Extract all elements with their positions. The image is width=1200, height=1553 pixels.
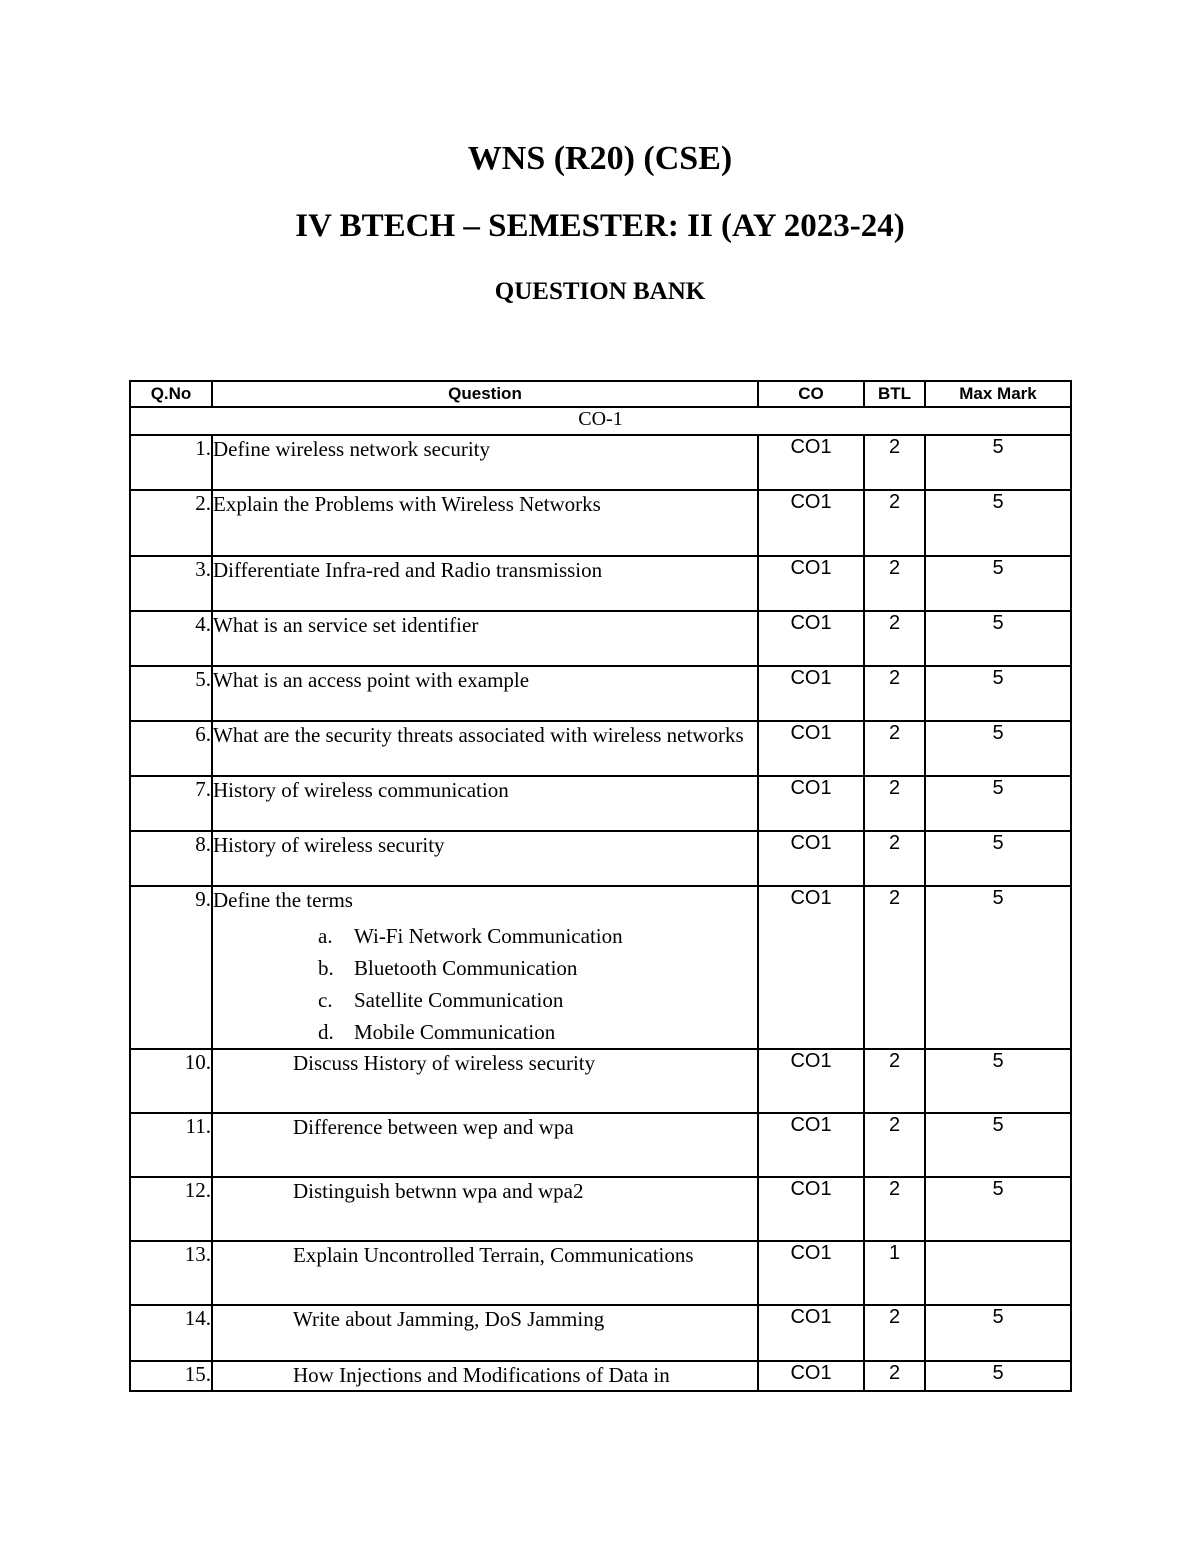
btl-value: 2 xyxy=(864,776,925,831)
header-question: Question xyxy=(212,381,758,407)
list-item: a. Wi-Fi Network Communication xyxy=(318,924,623,948)
table-row xyxy=(130,721,1071,776)
btl-value: 1 xyxy=(864,1241,925,1305)
btl-value: 2 xyxy=(864,490,925,556)
btl-value: 2 xyxy=(864,1177,925,1241)
max-mark-value: 5 xyxy=(925,611,1071,666)
question-text: Distinguish betwnn wpa and wpa2 xyxy=(212,1177,758,1241)
question-text: History of wireless communication xyxy=(212,776,758,831)
co-value: CO1 xyxy=(758,1305,864,1361)
max-mark-value: 5 xyxy=(925,721,1071,776)
question-number: 6. xyxy=(130,721,212,776)
btl-value: 2 xyxy=(864,1113,925,1177)
question-number: 8. xyxy=(130,831,212,886)
document-heading: QUESTION BANK xyxy=(494,278,706,305)
question-text: Discuss History of wireless security xyxy=(212,1049,758,1113)
btl-value: 2 xyxy=(864,611,925,666)
btl-value: 2 xyxy=(864,886,925,1049)
btl-value: 2 xyxy=(864,831,925,886)
table-row xyxy=(130,490,1071,556)
co-value: CO1 xyxy=(758,1361,864,1391)
co-value: CO1 xyxy=(758,556,864,611)
question-text: Define wireless network security xyxy=(212,435,758,490)
max-mark-value: 5 xyxy=(925,776,1071,831)
question-text: Explain Uncontrolled Terrain, Communications xyxy=(212,1241,758,1305)
co-value: CO1 xyxy=(758,666,864,721)
btl-value: 2 xyxy=(864,721,925,776)
max-mark-value: 5 xyxy=(925,1113,1071,1177)
table-row xyxy=(130,556,1071,611)
question-bank-table xyxy=(129,380,1072,1392)
table-row xyxy=(130,1361,1071,1391)
table-row xyxy=(130,666,1071,721)
btl-value: 2 xyxy=(864,1049,925,1113)
btl-value: 2 xyxy=(864,1305,925,1361)
section-row xyxy=(130,407,1071,435)
table-row xyxy=(130,1305,1071,1361)
max-mark-value: 5 xyxy=(925,886,1071,1049)
max-mark-value: 5 xyxy=(925,666,1071,721)
question-number: 11. xyxy=(130,1113,212,1177)
question-text: What is an access point with example xyxy=(212,666,758,721)
document-title: WNS (R20) (CSE) xyxy=(467,140,733,177)
question-text: History of wireless security xyxy=(212,831,758,886)
question-number: 5. xyxy=(130,666,212,721)
table-row xyxy=(130,886,1071,1049)
btl-value: 2 xyxy=(864,1361,925,1391)
table-header-row xyxy=(130,381,1071,407)
table-row xyxy=(130,1113,1071,1177)
list-item: b. Bluetooth Communication xyxy=(318,956,578,980)
question-number: 7. xyxy=(130,776,212,831)
table-row xyxy=(130,1177,1071,1241)
co-value: CO1 xyxy=(758,831,864,886)
question-number: 13. xyxy=(130,1241,212,1305)
question-text: Differentiate Infra-red and Radio transmission xyxy=(212,556,758,611)
table-row xyxy=(130,831,1071,886)
question-text xyxy=(212,886,758,1049)
header-btl: BTL xyxy=(864,381,925,407)
question-number: 9. xyxy=(130,886,212,1049)
table-row xyxy=(130,776,1071,831)
co-value: CO1 xyxy=(758,1113,864,1177)
question-text: What is an service set identifier xyxy=(212,611,758,666)
header-co: CO xyxy=(758,381,864,407)
list-item: c. Satellite Communication xyxy=(318,988,564,1012)
question-text-lead: Define the terms xyxy=(213,888,353,912)
btl-value: 2 xyxy=(864,666,925,721)
table-row xyxy=(130,1049,1071,1113)
header-max-mark: Max Mark xyxy=(925,381,1071,407)
btl-value: 2 xyxy=(864,556,925,611)
co-value: CO1 xyxy=(758,776,864,831)
max-mark-value: 5 xyxy=(925,435,1071,490)
co-value: CO1 xyxy=(758,886,864,1049)
max-mark-value: 5 xyxy=(925,490,1071,556)
btl-value: 2 xyxy=(864,435,925,490)
max-mark-value xyxy=(925,1241,1071,1305)
table-row xyxy=(130,1241,1071,1305)
list-item: d. Mobile Communication xyxy=(318,1020,556,1044)
section-label: CO-1 xyxy=(130,407,1071,435)
question-text: How Injections and Modifications of Data in xyxy=(212,1361,758,1391)
co-value: CO1 xyxy=(758,1177,864,1241)
max-mark-value: 5 xyxy=(925,1361,1071,1391)
question-number: 15. xyxy=(130,1361,212,1391)
header-qno: Q.No xyxy=(130,381,212,407)
question-text: Difference between wep and wpa xyxy=(212,1113,758,1177)
document-subtitle: IV BTECH – SEMESTER: II (AY 2023-24) xyxy=(295,208,905,244)
co-value: CO1 xyxy=(758,490,864,556)
max-mark-value: 5 xyxy=(925,1177,1071,1241)
table-row xyxy=(130,611,1071,666)
co-value: CO1 xyxy=(758,1241,864,1305)
co-value: CO1 xyxy=(758,611,864,666)
question-number: 4. xyxy=(130,611,212,666)
question-number: 3. xyxy=(130,556,212,611)
max-mark-value: 5 xyxy=(925,1305,1071,1361)
co-value: CO1 xyxy=(758,1049,864,1113)
table-row xyxy=(130,435,1071,490)
question-number: 14. xyxy=(130,1305,212,1361)
question-number: 12. xyxy=(130,1177,212,1241)
sub-item-list xyxy=(213,920,757,1048)
question-text: Write about Jamming, DoS Jamming xyxy=(212,1305,758,1361)
co-value: CO1 xyxy=(758,435,864,490)
question-text: What are the security threats associated with wireless networks xyxy=(212,721,758,776)
question-number: 2. xyxy=(130,490,212,556)
co-value: CO1 xyxy=(758,721,864,776)
max-mark-value: 5 xyxy=(925,556,1071,611)
question-text: Explain the Problems with Wireless Networks xyxy=(212,490,758,556)
max-mark-value: 5 xyxy=(925,831,1071,886)
question-number: 1. xyxy=(130,435,212,490)
max-mark-value: 5 xyxy=(925,1049,1071,1113)
question-number: 10. xyxy=(130,1049,212,1113)
